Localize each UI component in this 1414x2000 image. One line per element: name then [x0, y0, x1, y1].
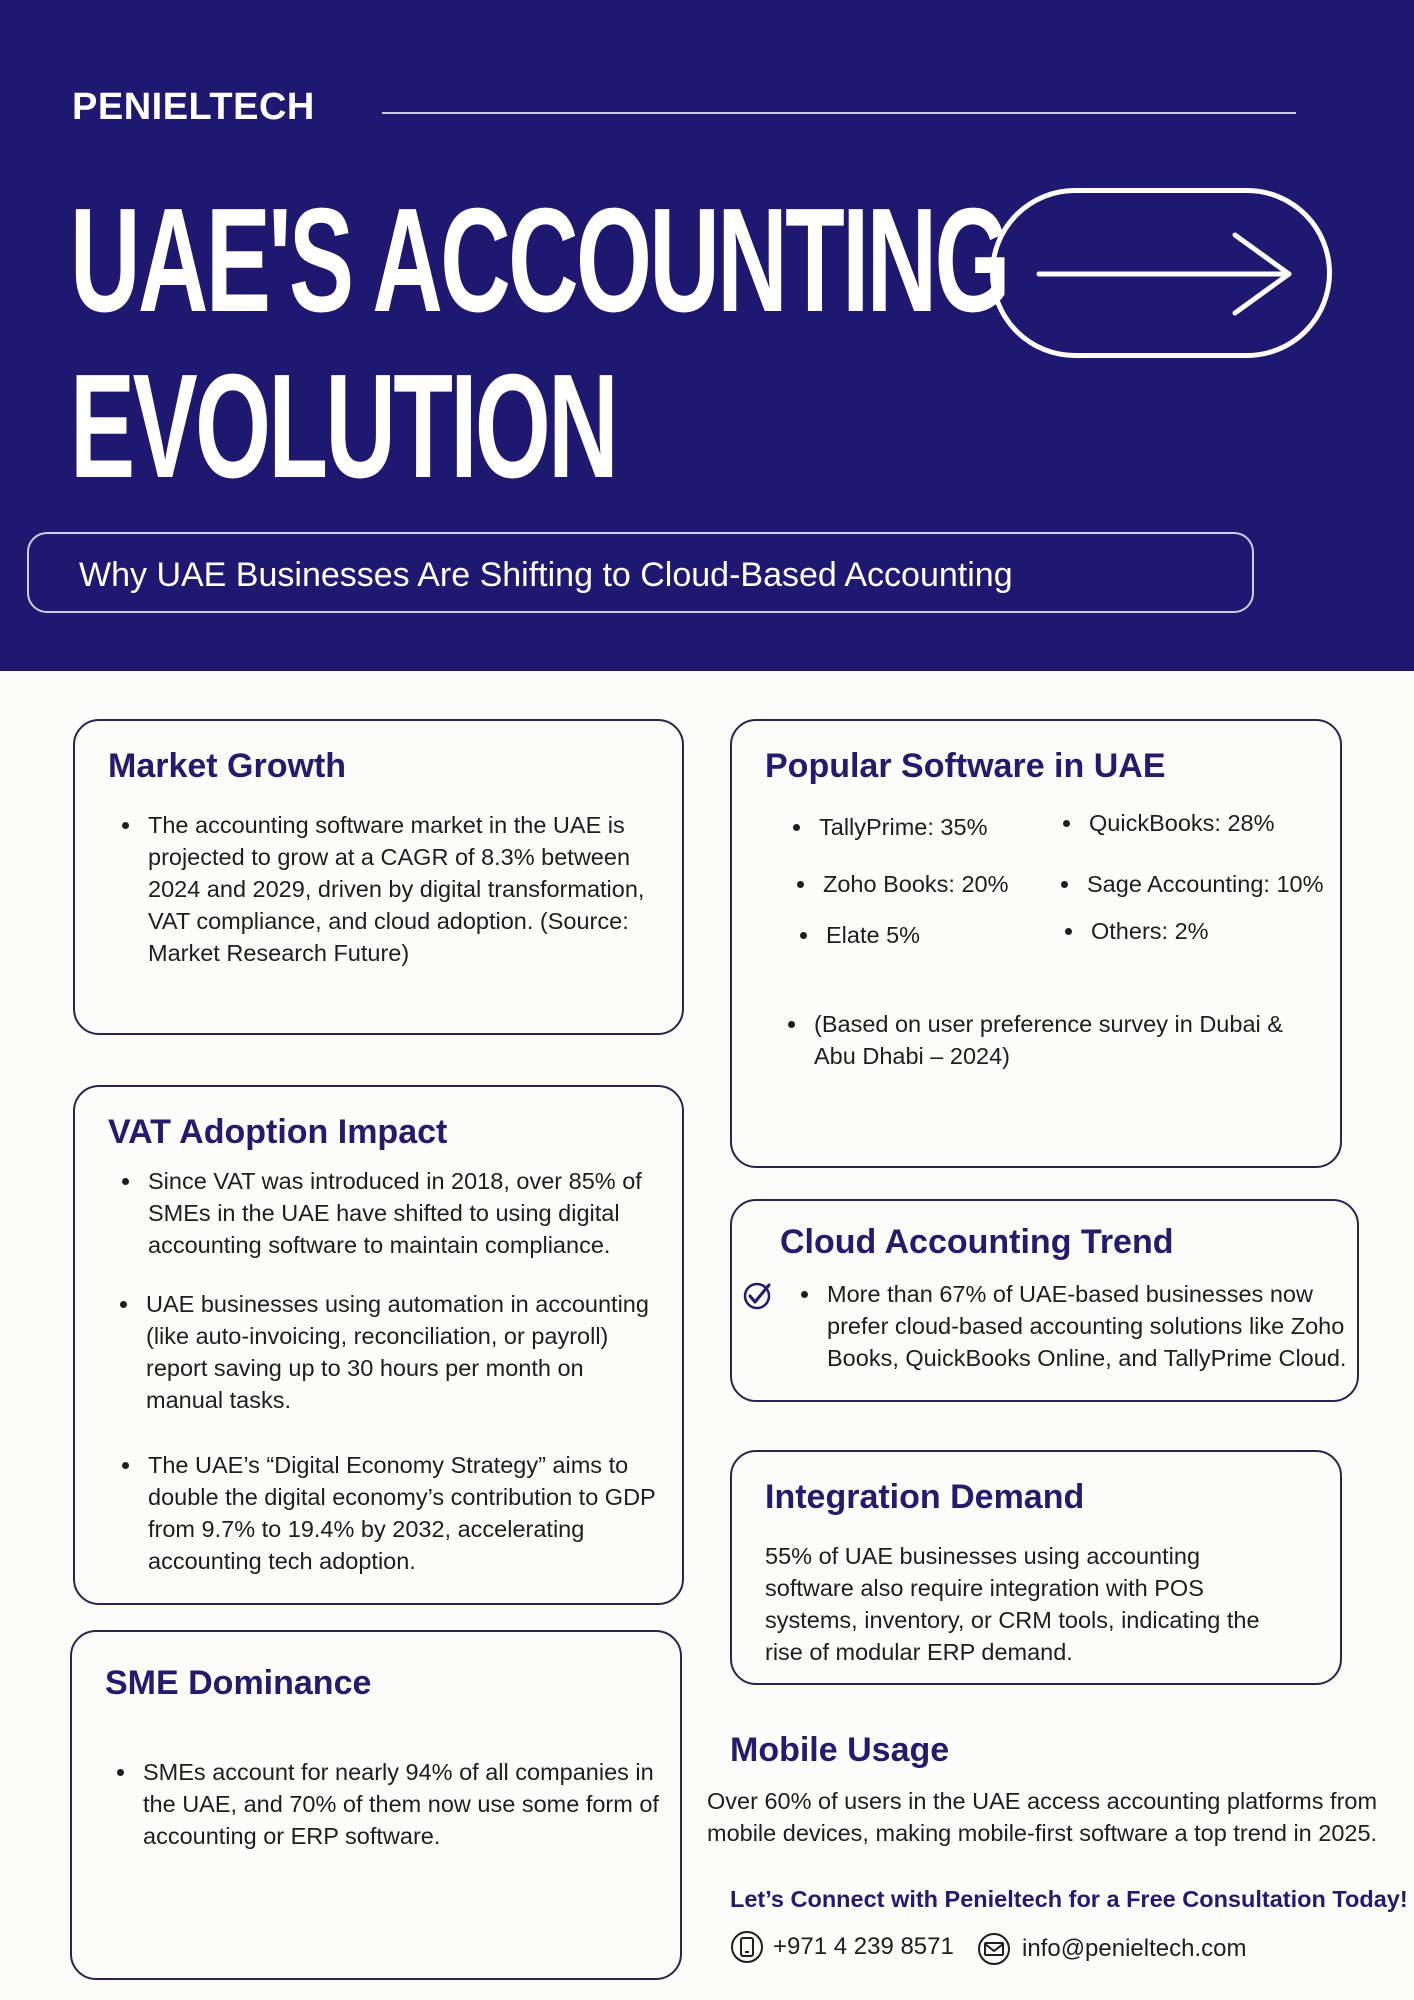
subtitle-box — [27, 532, 1254, 613]
cloud-trend-title: Cloud Accounting Trend — [780, 1223, 1174, 1261]
phone-icon — [730, 1930, 764, 1964]
software-item-quickbooks: QuickBooks: 28% — [1063, 807, 1274, 839]
title-line-2: EVOLUTION — [70, 344, 617, 509]
vat-impact-bullet: Since VAT was introduced in 2018, over 85% of SMEs in the UAE have shifted to using digital accounting software to maintain compliance. — [122, 1165, 678, 1261]
subtitle: Why UAE Businesses Are Shifting to Cloud-Based Accounting — [79, 556, 1013, 594]
software-item-others: Others: 2% — [1065, 915, 1209, 947]
popular-software-title: Popular Software in UAE — [765, 747, 1166, 785]
cloud-trend-card — [730, 1199, 1359, 1402]
integration-text: 55% of UAE businesses using accounting software also require integration with POS systems, inventory, or CRM tools, indicating the rise of modular ERP demand. — [765, 1543, 1260, 1665]
arrow-pill — [990, 188, 1332, 358]
vat-impact-bullet: UAE businesses using automation in accounting (like auto-invoicing, reconciliation, or payroll) report saving up to 30 hours per month on manual tasks. — [120, 1288, 666, 1416]
email-link[interactable]: info@penieltech.com — [1022, 1935, 1247, 1962]
brand-divider — [382, 112, 1296, 114]
market-growth-title: Market Growth — [108, 747, 347, 785]
software-item-zoho-books: Zoho Books: 20% — [797, 868, 1009, 900]
sme-card — [70, 1630, 682, 1980]
cloud-trend-bullet: More than 67% of UAE-based businesses now prefer cloud-based accounting solutions like Zoho Books, QuickBooks Online, and TallyPrime Cloud. — [801, 1278, 1367, 1374]
software-item-sage: Sage Accounting: 10% — [1061, 868, 1323, 900]
software-item-tallyprime: TallyPrime: 35% — [793, 811, 987, 843]
popular-software-card — [730, 719, 1342, 1168]
page-title — [70, 178, 1008, 510]
sme-title: SME Dominance — [105, 1664, 372, 1702]
software-item-elate: Elate 5% — [800, 919, 920, 951]
integration-card — [730, 1450, 1342, 1685]
cta-text: Let’s Connect with Penieltech for a Free Consultation Today! — [730, 1886, 1408, 1912]
phone-link[interactable]: +971 4 239 8571 — [773, 1933, 954, 1960]
title-line-1: UAE'S ACCOUNTING — [70, 178, 1008, 343]
software-survey-note: (Based on user preference survey in Dubai & Abu Dhabi – 2024) — [788, 1008, 1294, 1072]
market-growth-bullet: The accounting software market in the UAE is projected to grow at a CAGR of 8.3% between 2024 and 2029, driven by digital transformation, VAT compliance, and cloud adoption. (Source: Market Research Future) — [122, 809, 668, 969]
arrow-right-icon — [1035, 231, 1297, 317]
sme-bullet: SMEs account for nearly 94% of all companies in the UAE, and 70% of them now use some form of accounting or ERP software. — [117, 1756, 663, 1852]
mobile-title: Mobile Usage — [730, 1731, 950, 1769]
email-icon — [977, 1932, 1011, 1966]
mobile-text: Over 60% of users in the UAE access accounting platforms from mobile devices, making mobile-first software a top trend in 2025. — [707, 1788, 1378, 1846]
vat-impact-card — [73, 1085, 684, 1605]
integration-title: Integration Demand — [765, 1478, 1085, 1516]
check-circle-icon — [742, 1281, 772, 1311]
vat-impact-title: VAT Adoption Impact — [108, 1113, 448, 1151]
brand-name: PENIELTECH — [72, 86, 315, 128]
market-growth-card — [73, 719, 684, 1035]
vat-impact-bullet: The UAE’s “Digital Economy Strategy” aims to double the digital economy’s contribution to GDP from 9.7% to 19.4% by 2032, accelerating accounting tech adoption. — [122, 1449, 688, 1577]
hero-banner — [0, 0, 1414, 671]
